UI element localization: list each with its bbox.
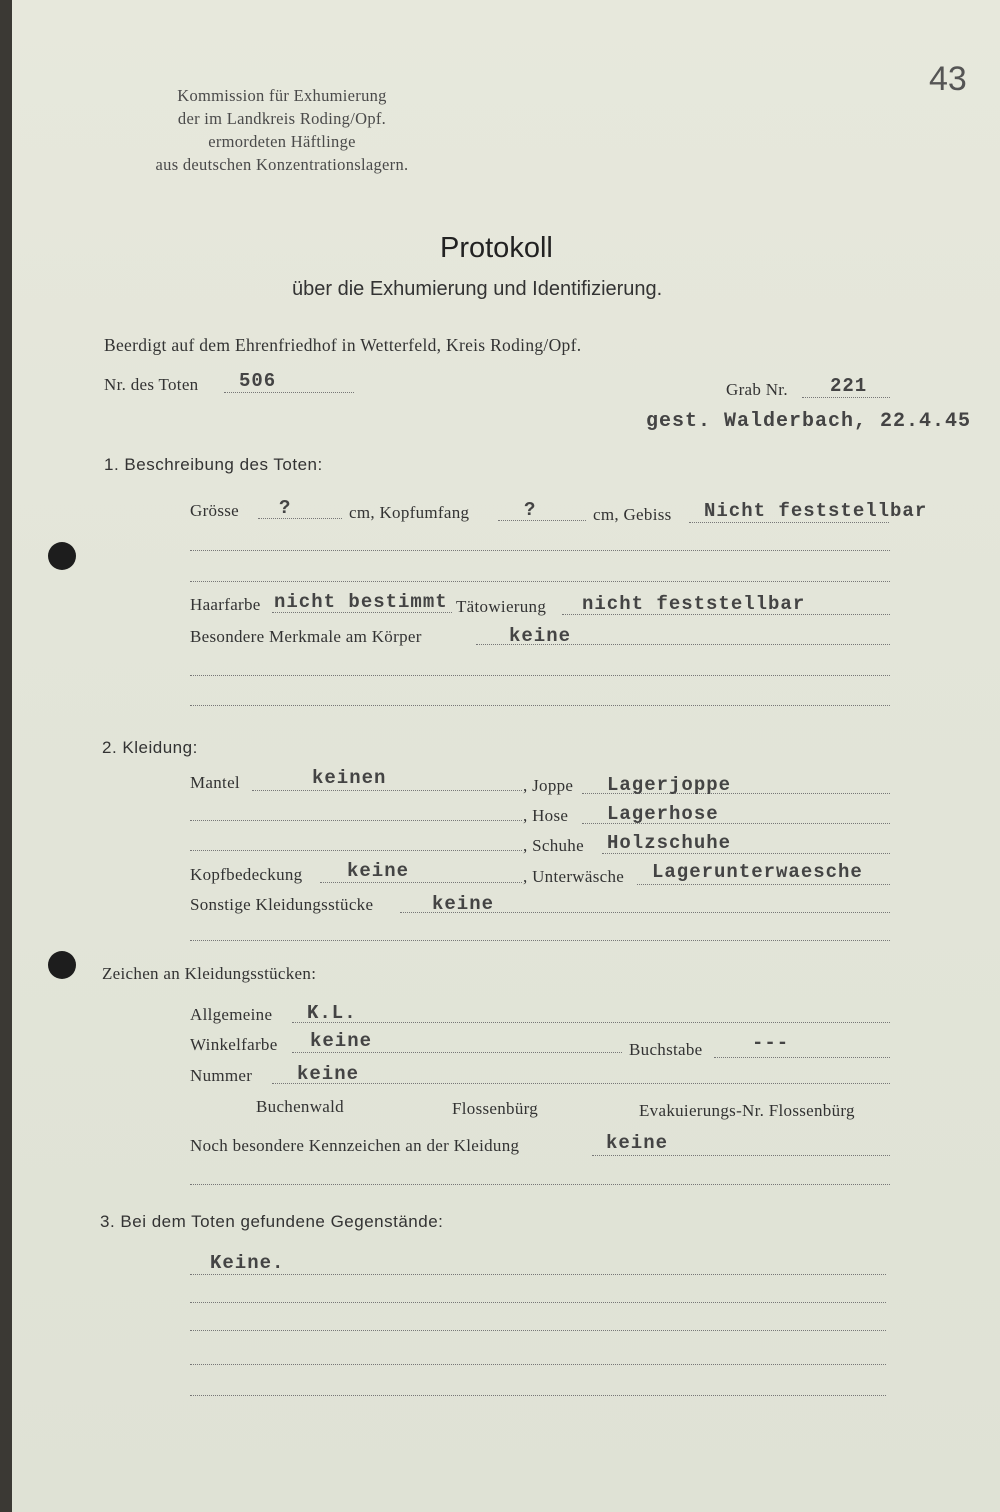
nr-label: Nr. des Toten — [104, 375, 199, 394]
hose-label: , Hose — [523, 806, 569, 825]
grab-value: 221 — [830, 375, 868, 397]
buchstabe-value: --- — [752, 1032, 790, 1054]
mantel-label: Mantel — [190, 773, 240, 792]
allgemeine-label: Allgemeine — [190, 1005, 273, 1024]
joppe-value: Lagerjoppe — [607, 774, 732, 796]
noch-kennzeichen-value: keine — [606, 1132, 669, 1154]
commission-header — [112, 84, 452, 176]
taetowierung-label: Tätowierung — [456, 597, 547, 616]
section3-heading: 3. Bei dem Toten gefundene Gegenstände: — [100, 1212, 444, 1231]
unterwaesche-value: Lagerunterwaesche — [652, 861, 863, 883]
document-page — [12, 0, 1000, 1512]
nr-value: 506 — [239, 370, 277, 392]
header-line-3: ermordeten Häftlinge — [208, 132, 356, 151]
punch-hole-top — [48, 542, 76, 570]
haarfarbe-label: Haarfarbe — [190, 595, 261, 614]
grab-label: Grab Nr. — [726, 380, 788, 399]
kopfbedeckung-value: keine — [347, 860, 410, 882]
sonstige-value: keine — [432, 893, 495, 915]
groesse-label: Grösse — [190, 501, 240, 520]
column-buchenwald: Buchenwald — [256, 1097, 344, 1116]
page-number: 43 — [929, 60, 967, 98]
column-evakuierungs-nr: Evakuierungs-Nr. Flossenbürg — [639, 1101, 855, 1120]
document-title: Protokoll — [440, 232, 553, 264]
kopfumfang-value: ? — [524, 499, 537, 521]
hose-value: Lagerhose — [607, 803, 719, 825]
joppe-label: , Joppe — [523, 776, 574, 795]
section1-heading: 1. Beschreibung des Toten: — [104, 455, 323, 474]
buchstabe-label: Buchstabe — [629, 1040, 703, 1059]
mantel-value: keinen — [312, 767, 387, 789]
death-note: gest. Walderbach, 22.4.45 — [646, 410, 972, 433]
nummer-label: Nummer — [190, 1066, 253, 1085]
winkelfarbe-label: Winkelfarbe — [190, 1035, 278, 1054]
merkmale-label: Besondere Merkmale am Körper — [190, 627, 422, 646]
header-line-4: aus deutschen Konzentrationslagern. — [155, 155, 409, 174]
column-flossenbuerg: Flossenbürg — [452, 1099, 539, 1118]
sonstige-label: Sonstige Kleidungsstücke — [190, 895, 374, 914]
cm-kopfumfang-label: cm, Kopfumfang — [349, 503, 470, 522]
cm-gebiss-label: cm, Gebiss — [593, 505, 672, 524]
kopfbedeckung-label: Kopfbedeckung — [190, 865, 303, 884]
noch-kennzeichen-label: Noch besondere Kennzeichen an der Kleidung — [190, 1136, 520, 1155]
nummer-value: keine — [297, 1063, 360, 1085]
allgemeine-value: K.L. — [307, 1002, 357, 1024]
section3-value: Keine. — [210, 1252, 285, 1274]
punch-hole-bottom — [48, 951, 76, 979]
document-subtitle: über die Exhumierung und Identifizierung. — [292, 278, 663, 300]
groesse-value: ? — [279, 497, 292, 519]
taetowierung-value: nicht feststellbar — [582, 593, 806, 615]
gebiss-value: Nicht feststellbar — [704, 500, 928, 522]
winkelfarbe-value: keine — [310, 1030, 373, 1052]
haarfarbe-value: nicht bestimmt — [274, 591, 448, 613]
header-line-2: der im Landkreis Roding/Opf. — [177, 109, 387, 128]
header-line-1: Kommission für Exhumierung — [177, 86, 387, 105]
zeichen-heading: Zeichen an Kleidungsstücken: — [102, 964, 317, 983]
burial-line: Beerdigt auf dem Ehrenfriedhof in Wetterfeld, Kreis Roding/Opf. — [104, 335, 582, 355]
unterwaesche-label: , Unterwäsche — [523, 867, 625, 886]
schuhe-label: , Schuhe — [523, 836, 584, 855]
schuhe-value: Holzschuhe — [607, 832, 732, 854]
section2-heading: 2. Kleidung: — [102, 738, 198, 757]
merkmale-value: keine — [509, 625, 572, 647]
